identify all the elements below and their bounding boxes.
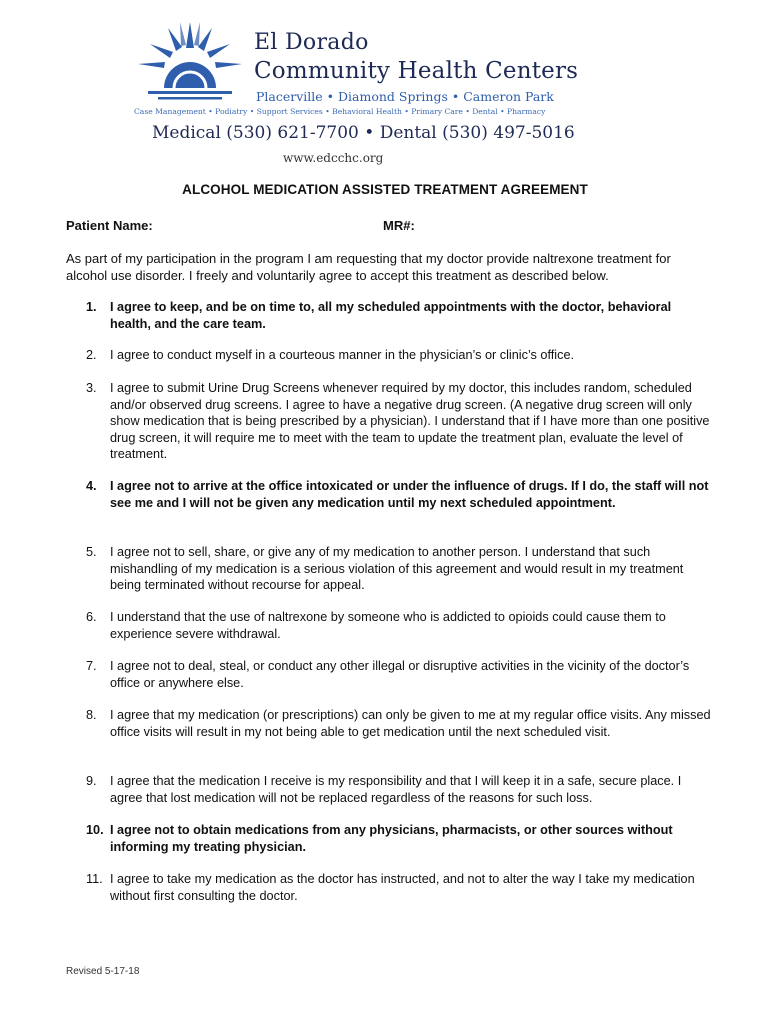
- agreement-item: [66, 707, 714, 740]
- agreement-item: [66, 478, 714, 511]
- agreement-item: [66, 609, 714, 642]
- item-number: 5.: [86, 545, 97, 559]
- item-number: 9.: [86, 774, 97, 788]
- item-number: 7.: [86, 659, 97, 673]
- item-number: 4.: [86, 479, 97, 493]
- phone-numbers: Medical (530) 621-7700 • Dental (530) 497-5016: [152, 123, 575, 143]
- mr-number-label: MR#:: [383, 218, 415, 233]
- item-text: I agree to keep, and be on time to, all my scheduled appointments with the doctor, behavioral health, and the care team.: [110, 300, 672, 331]
- item-text: I agree that the medication I receive is my responsibility and that I will keep it in a safe, secure place. I agree that lost medication will not be replaced regardless of the reasons for such loss.: [110, 774, 682, 805]
- document-title: ALCOHOL MEDICATION ASSISTED TREATMENT AGREEMENT: [182, 182, 588, 197]
- item-number: 8.: [86, 708, 97, 722]
- agreement-item: [66, 544, 714, 594]
- patient-name-label: Patient Name:: [66, 218, 153, 233]
- item-number: 6.: [86, 610, 97, 624]
- item-number: 2.: [86, 348, 97, 362]
- org-name-line2: Community Health Centers: [254, 58, 579, 84]
- item-text: I agree not to sell, share, or give any of my medication to another person. I understand that such mishandling of my medication is a serious violation of this agreement and would result in my treatment being terminated without recourse for appeal.: [110, 545, 684, 593]
- services-line: Case Management • Podiatry • Support Services • Behavioral Health • Primary Care • Dental • Pharmacy: [134, 107, 546, 116]
- agreement-item: [66, 822, 714, 855]
- item-text: I agree not to arrive at the office intoxicated or under the influence of drugs. If I do, the staff will not see me and I will not be given any medication until my next scheduled appointment.: [110, 479, 709, 510]
- item-number: 3.: [86, 381, 97, 395]
- item-number: 10.: [86, 823, 104, 837]
- agreement-item: [66, 871, 714, 904]
- locations-line: Placerville • Diamond Springs • Cameron Park: [256, 89, 554, 104]
- website-link[interactable]: www.edcchc.org: [283, 151, 384, 165]
- agreement-item: [66, 299, 714, 332]
- item-text: I agree not to obtain medications from any physicians, pharmacists, or other sources without informing my treating physician.: [110, 823, 673, 854]
- agreement-item: [66, 658, 714, 691]
- item-text: I agree to take my medication as the doctor has instructed, and not to alter the way I take my medication without first consulting the doctor.: [110, 872, 695, 903]
- item-text: I agree to conduct myself in a courteous manner in the physician’s or clinic’s office.: [110, 348, 575, 362]
- item-text: I agree to submit Urine Drug Screens whenever required by my doctor, this includes random, scheduled and/or observed drug screens. I agree to have a negative drug screen. (A negative drug screen will only show medication that is being prescribed by a physician). I understand that if I have more than one positive drug screen, it will require me to meet with the team to update the treatment plan, evaluate the level of treatment.: [110, 381, 710, 462]
- agreement-item: [66, 773, 714, 806]
- item-text: I agree that my medication (or prescriptions) can only be given to me at my regular office visits. Any missed office visits will result in my not being able to get medication until the next scheduled visit.: [110, 708, 711, 739]
- item-number: 11.: [86, 872, 103, 886]
- item-text: I agree not to deal, steal, or conduct any other illegal or disruptive activities in the vicinity of the doctor’s office or anywhere else.: [110, 659, 690, 690]
- item-text: I understand that the use of naltrexone by someone who is addicted to opioids could cause them to experience severe withdrawal.: [110, 610, 666, 641]
- sun-logo-icon: [130, 18, 250, 104]
- item-number: 1.: [86, 300, 97, 314]
- org-name-line1: El Dorado: [254, 30, 369, 55]
- revision-footer: Revised 5-17-18: [66, 966, 140, 974]
- agreement-item: [66, 380, 714, 463]
- intro-paragraph: As part of my participation in the program I am requesting that my doctor provide naltrexone treatment for alcohol use disorder. I freely and voluntarily agree to accept this treatment as described below.: [66, 251, 671, 283]
- agreement-item: [66, 347, 714, 364]
